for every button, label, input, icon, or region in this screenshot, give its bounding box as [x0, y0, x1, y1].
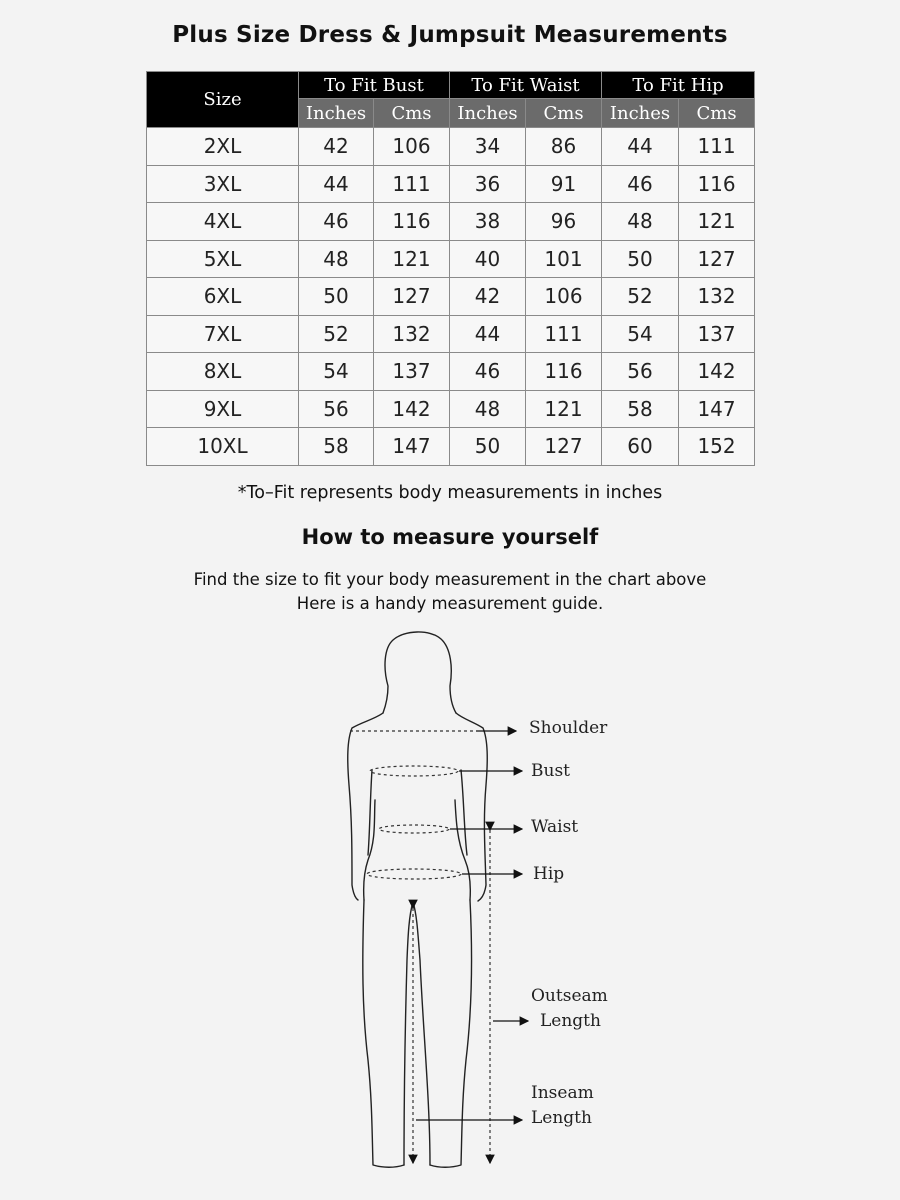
outseam-label: Outseam: [531, 986, 608, 1006]
unit-header: Inches: [602, 99, 679, 128]
unit-header: Inches: [299, 99, 374, 128]
measurement-cell: 44: [602, 128, 679, 166]
measurement-cell: 54: [299, 353, 374, 391]
measurement-cell: 137: [679, 315, 755, 353]
measurement-cell: 52: [602, 278, 679, 316]
size-cell: 3XL: [147, 165, 299, 203]
right-leg-outline: [430, 900, 472, 1167]
measurement-cell: 147: [374, 428, 450, 466]
measurement-cell: 116: [526, 353, 602, 391]
measurement-cell: 111: [374, 165, 450, 203]
measurement-cell: 147: [679, 390, 755, 428]
measurement-cell: 46: [450, 353, 526, 391]
measurement-cell: 60: [602, 428, 679, 466]
size-cell: 5XL: [147, 240, 299, 278]
table-row: [147, 203, 755, 241]
footnote: *To–Fit represents body measurements in inches: [237, 483, 663, 503]
measurement-cell: 137: [374, 353, 450, 391]
measurement-cell: 127: [526, 428, 602, 466]
measurement-cell: 116: [679, 165, 755, 203]
section-heading: How to measure yourself: [301, 525, 599, 549]
measurement-cell: 46: [602, 165, 679, 203]
measurement-cell: 38: [450, 203, 526, 241]
unit-header: Cms: [679, 99, 755, 128]
measurement-cell: 40: [450, 240, 526, 278]
table-row: [147, 278, 755, 316]
table-row: [147, 390, 755, 428]
measurement-cell: 142: [374, 390, 450, 428]
waist-measure-line: [379, 825, 449, 833]
size-table-body: [147, 128, 755, 466]
table-row: [147, 428, 755, 466]
measurement-cell: 58: [602, 390, 679, 428]
size-cell: 8XL: [147, 353, 299, 391]
measurement-cell: 142: [679, 353, 755, 391]
measurement-cell: 106: [526, 278, 602, 316]
measurement-cell: 42: [299, 128, 374, 166]
measurement-cell: 46: [299, 203, 374, 241]
size-chart-table: [146, 71, 755, 466]
bust-label: Bust: [531, 761, 570, 781]
measurement-cell: 58: [299, 428, 374, 466]
left-leg-outline: [363, 900, 404, 1167]
waist-group-header: To Fit Waist: [450, 72, 602, 99]
measurement-cell: 127: [679, 240, 755, 278]
table-row: [147, 165, 755, 203]
size-cell: 7XL: [147, 315, 299, 353]
size-cell: 2XL: [147, 128, 299, 166]
head-outline: [383, 632, 456, 713]
measurement-cell: 152: [679, 428, 755, 466]
measurement-cell: 121: [374, 240, 450, 278]
bust-group-header: To Fit Bust: [299, 72, 450, 99]
measurement-cell: 86: [526, 128, 602, 166]
unit-header: Inches: [450, 99, 526, 128]
table-row: [147, 128, 755, 166]
measurement-cell: 111: [679, 128, 755, 166]
measurement-cell: 48: [299, 240, 374, 278]
size-cell: 4XL: [147, 203, 299, 241]
measurement-cell: 50: [299, 278, 374, 316]
measurement-cell: 56: [299, 390, 374, 428]
hip-label: Hip: [533, 864, 565, 884]
outseam-length-label: Length: [540, 1011, 601, 1031]
measurement-cell: 36: [450, 165, 526, 203]
measurement-cell: 132: [679, 278, 755, 316]
measurement-cell: 34: [450, 128, 526, 166]
unit-header: Cms: [526, 99, 602, 128]
measurement-cell: 121: [526, 390, 602, 428]
measurement-cell: 44: [299, 165, 374, 203]
table-row: [147, 315, 755, 353]
measurement-cell: 56: [602, 353, 679, 391]
measurement-cell: 50: [450, 428, 526, 466]
measurement-cell: 127: [374, 278, 450, 316]
hip-measure-line: [367, 869, 461, 879]
size-cell: 9XL: [147, 390, 299, 428]
measurement-cell: 48: [602, 203, 679, 241]
waist-label: Waist: [531, 817, 579, 837]
inseam-length-label: Length: [531, 1108, 592, 1128]
measurement-cell: 44: [450, 315, 526, 353]
table-row: [147, 353, 755, 391]
measurement-cell: 42: [450, 278, 526, 316]
measurement-cell: 132: [374, 315, 450, 353]
hip-group-header: To Fit Hip: [602, 72, 755, 99]
measurement-cell: 101: [526, 240, 602, 278]
inseam-label: Inseam: [531, 1083, 594, 1103]
measurement-cell: 96: [526, 203, 602, 241]
page-title: Plus Size Dress & Jumpsuit Measurements: [172, 22, 728, 48]
size-cell: 10XL: [147, 428, 299, 466]
measurement-cell: 52: [299, 315, 374, 353]
measurement-cell: 121: [679, 203, 755, 241]
unit-header: Cms: [374, 99, 450, 128]
bust-measure-line: [370, 766, 458, 776]
measurement-cell: 50: [602, 240, 679, 278]
guide-text-line-2: Here is a handy measurement guide.: [296, 594, 604, 613]
guide-text-line-1: Find the size to fit your body measurement in the chart above: [193, 570, 707, 589]
table-row: [147, 240, 755, 278]
measurement-cell: 54: [602, 315, 679, 353]
size-cell: 6XL: [147, 278, 299, 316]
measurement-cell: 91: [526, 165, 602, 203]
measurement-cell: 111: [526, 315, 602, 353]
shoulder-label: Shoulder: [529, 718, 608, 738]
measurement-cell: 116: [374, 203, 450, 241]
measurement-cell: 48: [450, 390, 526, 428]
measurement-cell: 106: [374, 128, 450, 166]
size-column-header: Size: [147, 72, 299, 128]
body-measurement-figure: [0, 620, 900, 1180]
